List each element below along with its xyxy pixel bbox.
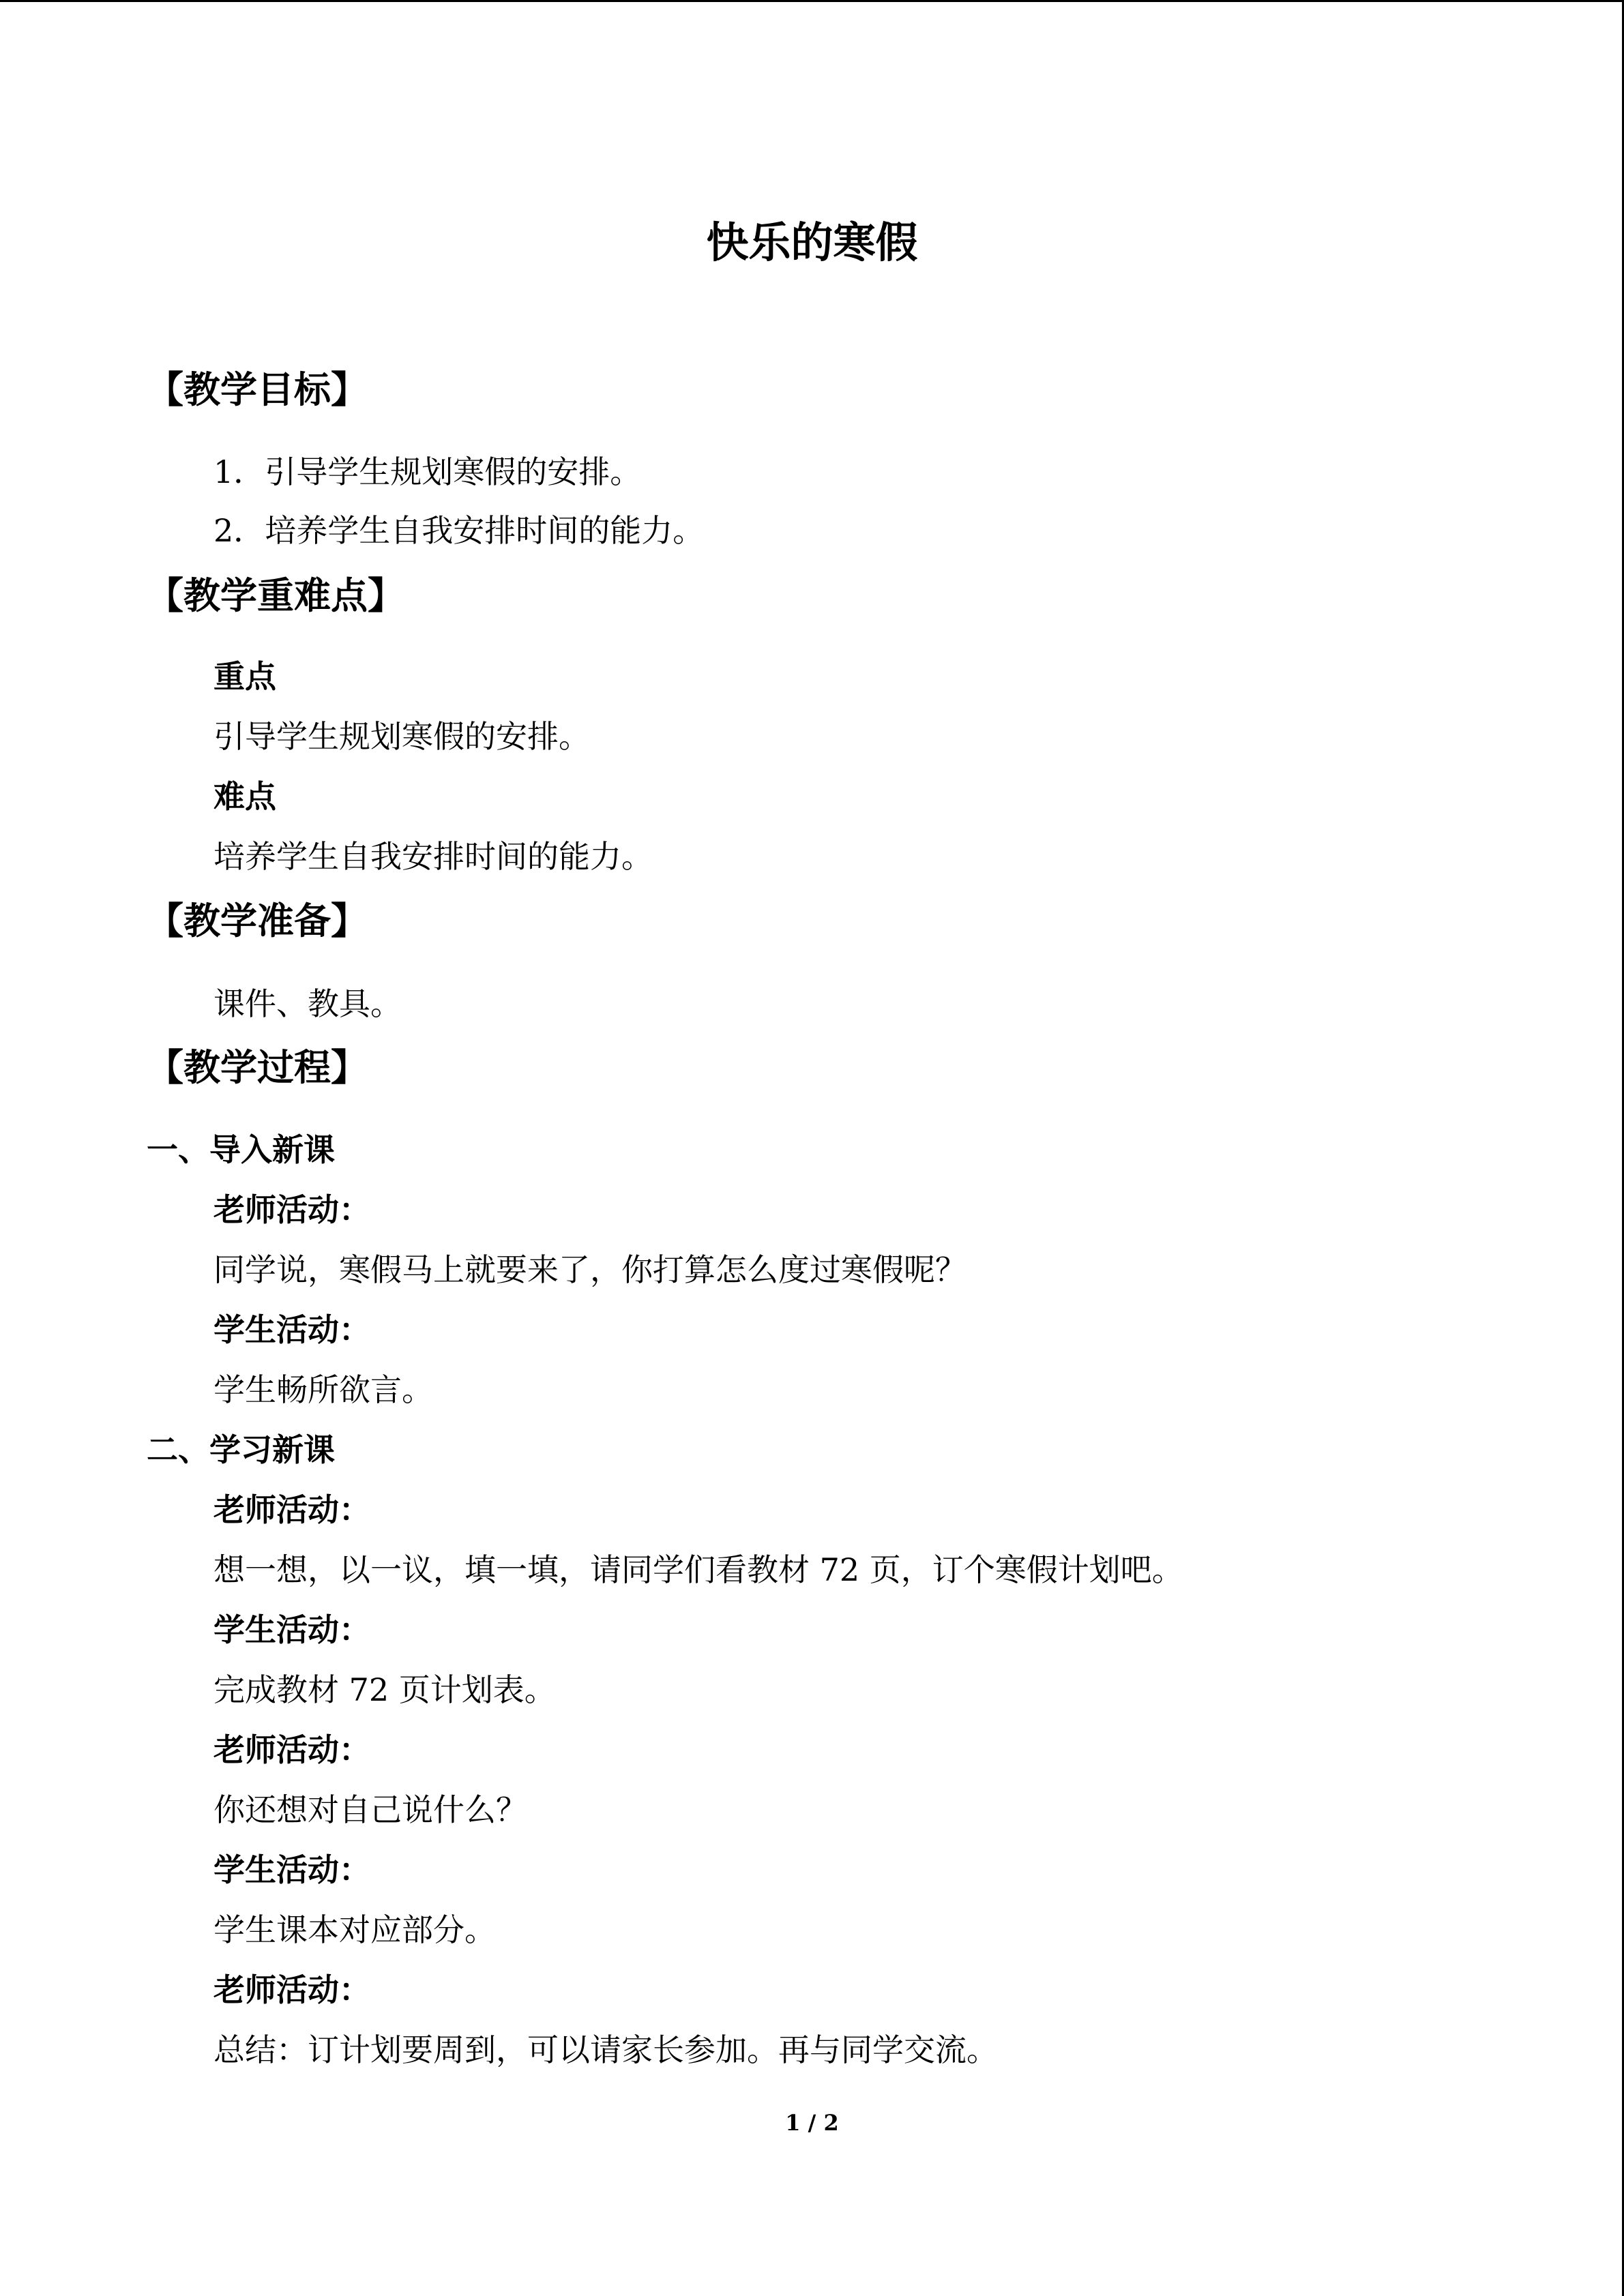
part2-step5-label: 老师活动： <box>213 1971 370 2008</box>
part2-step2-text: 完成教材 72 页计划表。 <box>213 1671 556 1708</box>
part1-student-label: 学生活动： <box>213 1311 370 1348</box>
objective-item-1: 1．引导学生规划寒假的安排。 <box>213 453 642 490</box>
objective-item-2: 2．培养学生自我安排时间的能力。 <box>213 512 705 549</box>
process-part2-title: 二、学习新课 <box>147 1431 335 1468</box>
part2-step1-text: 想一想，以一议，填一填，请同学们看教材 72 页，订个寒假计划吧。 <box>213 1551 1183 1588</box>
part2-step3-label: 老师活动： <box>213 1731 370 1768</box>
preparation-text: 课件、教具。 <box>213 985 402 1022</box>
part2-step5-text: 总结：订计划要周到，可以请家长参加。再与同学交流。 <box>213 2031 998 2068</box>
page-title: 快乐的寒假 <box>706 218 918 267</box>
part2-step4-text: 学生课本对应部分。 <box>213 1911 496 1948</box>
key-points-heading: 【教学重难点】 <box>147 573 404 617</box>
process-heading: 【教学过程】 <box>147 1045 368 1089</box>
objectives-heading: 【教学目标】 <box>147 368 368 411</box>
part2-step2-label: 学生活动： <box>213 1611 370 1648</box>
key-point-text: 引导学生规划寒假的安排。 <box>213 718 590 755</box>
page-number: 1 / 2 <box>785 2110 839 2136</box>
part1-teacher-label: 老师活动： <box>213 1191 370 1228</box>
part2-step3-text: 你还想对自己说什么？ <box>213 1791 527 1828</box>
part1-teacher-text: 同学说，寒假马上就要来了，你打算怎么度过寒假呢？ <box>213 1251 966 1288</box>
part2-step1-label: 老师活动： <box>213 1491 370 1528</box>
part2-step4-label: 学生活动： <box>213 1851 370 1888</box>
part1-student-text: 学生畅所欲言。 <box>213 1371 433 1408</box>
key-point-label: 重点 <box>213 658 276 695</box>
difficulty-text: 培养学生自我安排时间的能力。 <box>213 838 653 875</box>
difficulty-label: 难点 <box>213 778 276 815</box>
process-part1-title: 一、导入新课 <box>147 1131 335 1168</box>
preparation-heading: 【教学准备】 <box>147 899 368 942</box>
